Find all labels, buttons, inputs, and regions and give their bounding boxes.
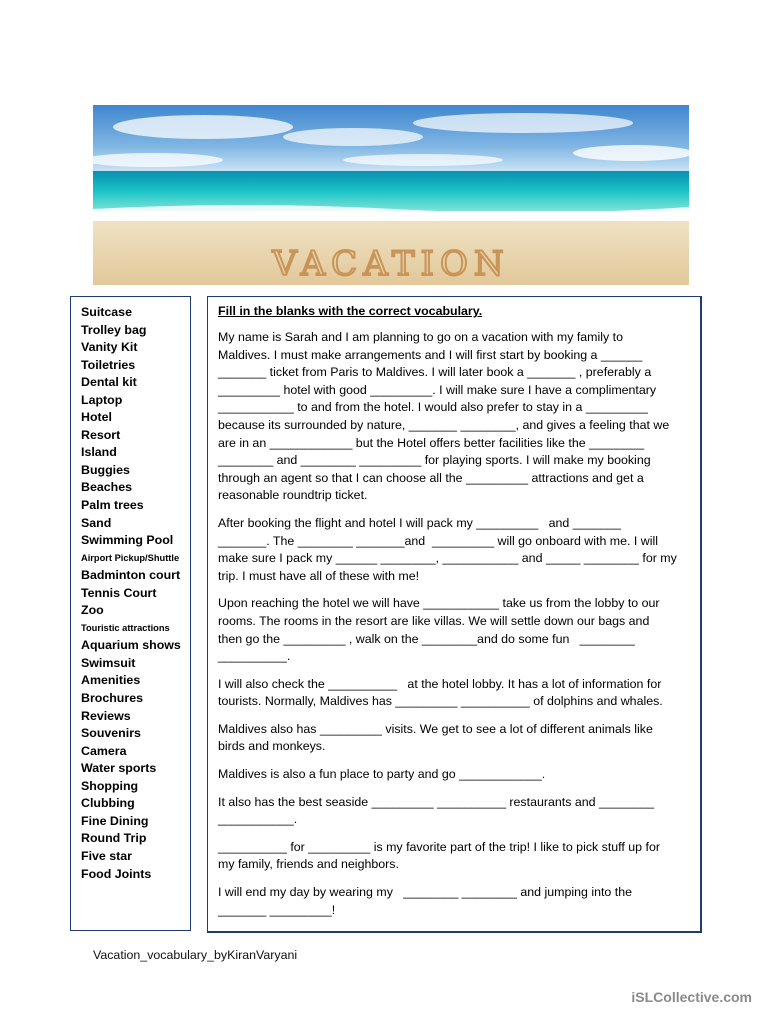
vocabulary-item: Badminton court: [81, 568, 181, 583]
exercise-paragraph: It also has the best seaside _________ __________ restaurants and ________ ___________.: [218, 794, 655, 827]
vocabulary-item: Fine Dining: [81, 813, 149, 828]
vocabulary-item: Buggies: [81, 462, 130, 477]
vocabulary-item: Dental kit: [81, 375, 137, 390]
vacation-banner-image: [93, 105, 689, 285]
vocabulary-item: Shopping: [81, 778, 139, 793]
exercise-paragraph: After booking the flight and hotel I will pack my _________ and _______ _______. The ________ _______and _________ will go onboard with me. I will make sure I pack my ______ ________, ___________ and _____ ________ for my trip. I must have all of these with me!: [218, 515, 677, 583]
vocabulary-item: Swimming Pool: [81, 533, 174, 548]
vocabulary-item: Resort: [81, 427, 121, 442]
exercise-paragraph: I will end my day by wearing my ________ ________ and jumping into the _______ _________!: [218, 885, 632, 917]
vocabulary-item: Clubbing: [81, 796, 135, 811]
vocabulary-item: Airport Pickup/Shuttle: [81, 552, 180, 563]
vocabulary-item: Toiletries: [81, 357, 136, 372]
exercise-paragraph: Maldives also has _________ visits. We get to see a lot of different animals like birds and monkeys.: [218, 721, 653, 754]
exercise-paragraph: I will also check the __________ at the hotel lobby. It has a lot of information for tourists. Normally, Maldives has _________ __________ of dolphins and whales.: [218, 676, 663, 709]
vocabulary-item: Food Joints: [81, 866, 152, 881]
vocabulary-item: Laptop: [81, 392, 123, 407]
vocabulary-item: Swimsuit: [81, 655, 136, 670]
vocabulary-item: Brochures: [81, 691, 143, 706]
vocabulary-item: Reviews: [81, 708, 131, 723]
exercise-paragraphs: [218, 329, 692, 919]
vocabulary-item: Amenities: [81, 673, 141, 688]
exercise-paragraph: Upon reaching the hotel we will have ___________ take us from the lobby to our rooms. The rooms in the resort are like villas. We will settle down our bags and then go the _________ , walk on the ________and do some fun ________ __________.: [218, 596, 660, 664]
exercise-box: [207, 296, 702, 933]
vocabulary-list-box: [70, 296, 191, 931]
vocabulary-item: Suitcase: [81, 305, 132, 319]
vocabulary-item: Hotel: [81, 410, 112, 425]
vocabulary-item: Beaches: [81, 480, 132, 495]
exercise-instruction: Fill in the blanks with the correct vocabulary.: [218, 304, 483, 318]
vocabulary-item: Water sports: [81, 761, 157, 776]
vocabulary-item: Touristic attractions: [81, 622, 170, 633]
exercise-paragraph: Maldives is also a fun place to party and go ____________.: [218, 767, 546, 782]
vocabulary-item: Palm trees: [81, 498, 144, 513]
exercise-paragraph: __________ for _________ is my favorite part of the trip! I like to pick stuff up for my family, friends and neighbors.: [218, 839, 660, 872]
vocabulary-item: Vanity Kit: [81, 340, 138, 355]
vocabulary-item: Island: [81, 445, 117, 460]
vocabulary-item: Aquarium shows: [81, 638, 181, 653]
author-credit: Vacation_vocabulary_byKiranVaryani: [93, 948, 298, 962]
vocabulary-list: [81, 304, 190, 883]
vocabulary-item: Five star: [81, 848, 132, 863]
vocabulary-item: Tennis Court: [81, 585, 157, 600]
vacation-sand-writing: VACATION: [272, 244, 510, 284]
vocabulary-item: Sand: [81, 515, 112, 530]
exercise-paragraph: My name is Sarah and I am planning to go on a vacation with my family to Maldives. I must make arrangements and I will first start by booking a ______ _______ ticket from Paris to Maldives. I will later book a _______ , preferably a _________ hotel with good _________. I will make sure I have a complimentary ___________ to and from the hotel. I would also prefer to stay in a _________ because its surrounded by nature, _______ ________, and gives a feeling that we are in an ____________ but the Hotel offers better facilities like the ________ ________ and ________ _________ for playing sports. I will make my booking through an agent so that I can choose all the _________ attractions and get a reasonable roundtrip ticket.: [218, 330, 670, 503]
vocabulary-item: Camera: [81, 743, 127, 758]
vocabulary-item: Zoo: [81, 603, 104, 618]
site-watermark: iSLCollective.com: [631, 989, 752, 1005]
vocabulary-item: Round Trip: [81, 831, 147, 846]
vocabulary-item: Trolley bag: [81, 322, 147, 337]
vocabulary-item: Souvenirs: [81, 726, 141, 741]
